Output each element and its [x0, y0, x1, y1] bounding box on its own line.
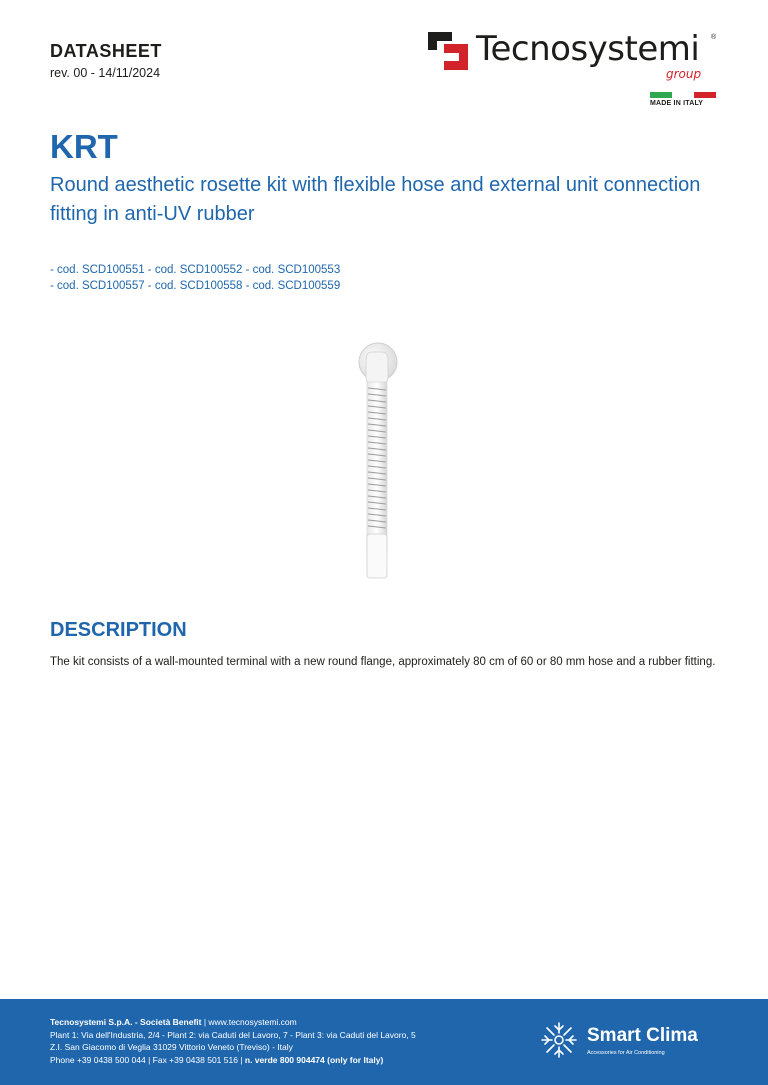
smart-clima-tagline: Accessories for Air Conditioning [587, 1050, 665, 1056]
product-code: KRT [50, 128, 118, 165]
footer-plants: Plant 1: Via dell'Industria, 2/4 - Plant 2: via Caduti del Lavoro, 7 - Plant 3: via Caduti del Lavoro, 5 [50, 1030, 416, 1040]
brand-name: Tecnosystemi [476, 29, 700, 69]
made-in-italy-label: MADE IN ITALY [650, 100, 704, 107]
brand-group: group [666, 67, 702, 81]
description-text: The kit consists of a wall-mounted terminal with a new round flange, approximately 80 cm of 60 or 80 mm hose and a rubber fitting. [50, 656, 716, 668]
smart-clima-logo [540, 1021, 725, 1061]
snowflake-icon [540, 1021, 578, 1059]
flag-red-stripe [694, 92, 716, 98]
footer-address: Z.I. San Giacomo di Veglia 31029 Vittorio Veneto (Treviso) - Italy [50, 1042, 293, 1052]
registered-mark: ® [711, 34, 717, 41]
product-title: Round aesthetic rosette kit with flexible hose and external unit connection fitting in anti-UV rubber [50, 174, 701, 225]
phone-fax: Phone +39 0438 500 044 | Fax +39 0438 501 516 | [50, 1055, 245, 1065]
flag-green-stripe [650, 92, 672, 98]
product-codes-line: - cod. SCD100551 - cod. SCD100552 - cod. SCD100553 [50, 264, 341, 276]
footer-company-line [50, 1017, 297, 1027]
product-codes-line: - cod. SCD100557 - cod. SCD100558 - cod. SCD100559 [50, 280, 341, 292]
toll-free-number: n. verde 800 904474 (only for Italy) [244, 1055, 384, 1065]
company-website[interactable]: | www.tecnosystemi.com [201, 1017, 297, 1027]
footer [0, 999, 768, 1085]
tecnosystemi-logo-icon [428, 32, 468, 70]
description-heading: DESCRIPTION [50, 619, 187, 641]
company-name: Tecnosystemi S.p.A. - Società Benefit [50, 1017, 202, 1027]
made-in-italy-badge [650, 92, 716, 110]
footer-contacts [50, 1055, 383, 1065]
tecnosystemi-logo [428, 30, 720, 80]
revision-date: rev. 00 - 14/11/2024 [50, 66, 161, 80]
document-type: DATASHEET [50, 41, 162, 61]
smart-clima-name: Smart Clima [587, 1025, 698, 1046]
rosette-kit-hose-image [340, 338, 420, 588]
